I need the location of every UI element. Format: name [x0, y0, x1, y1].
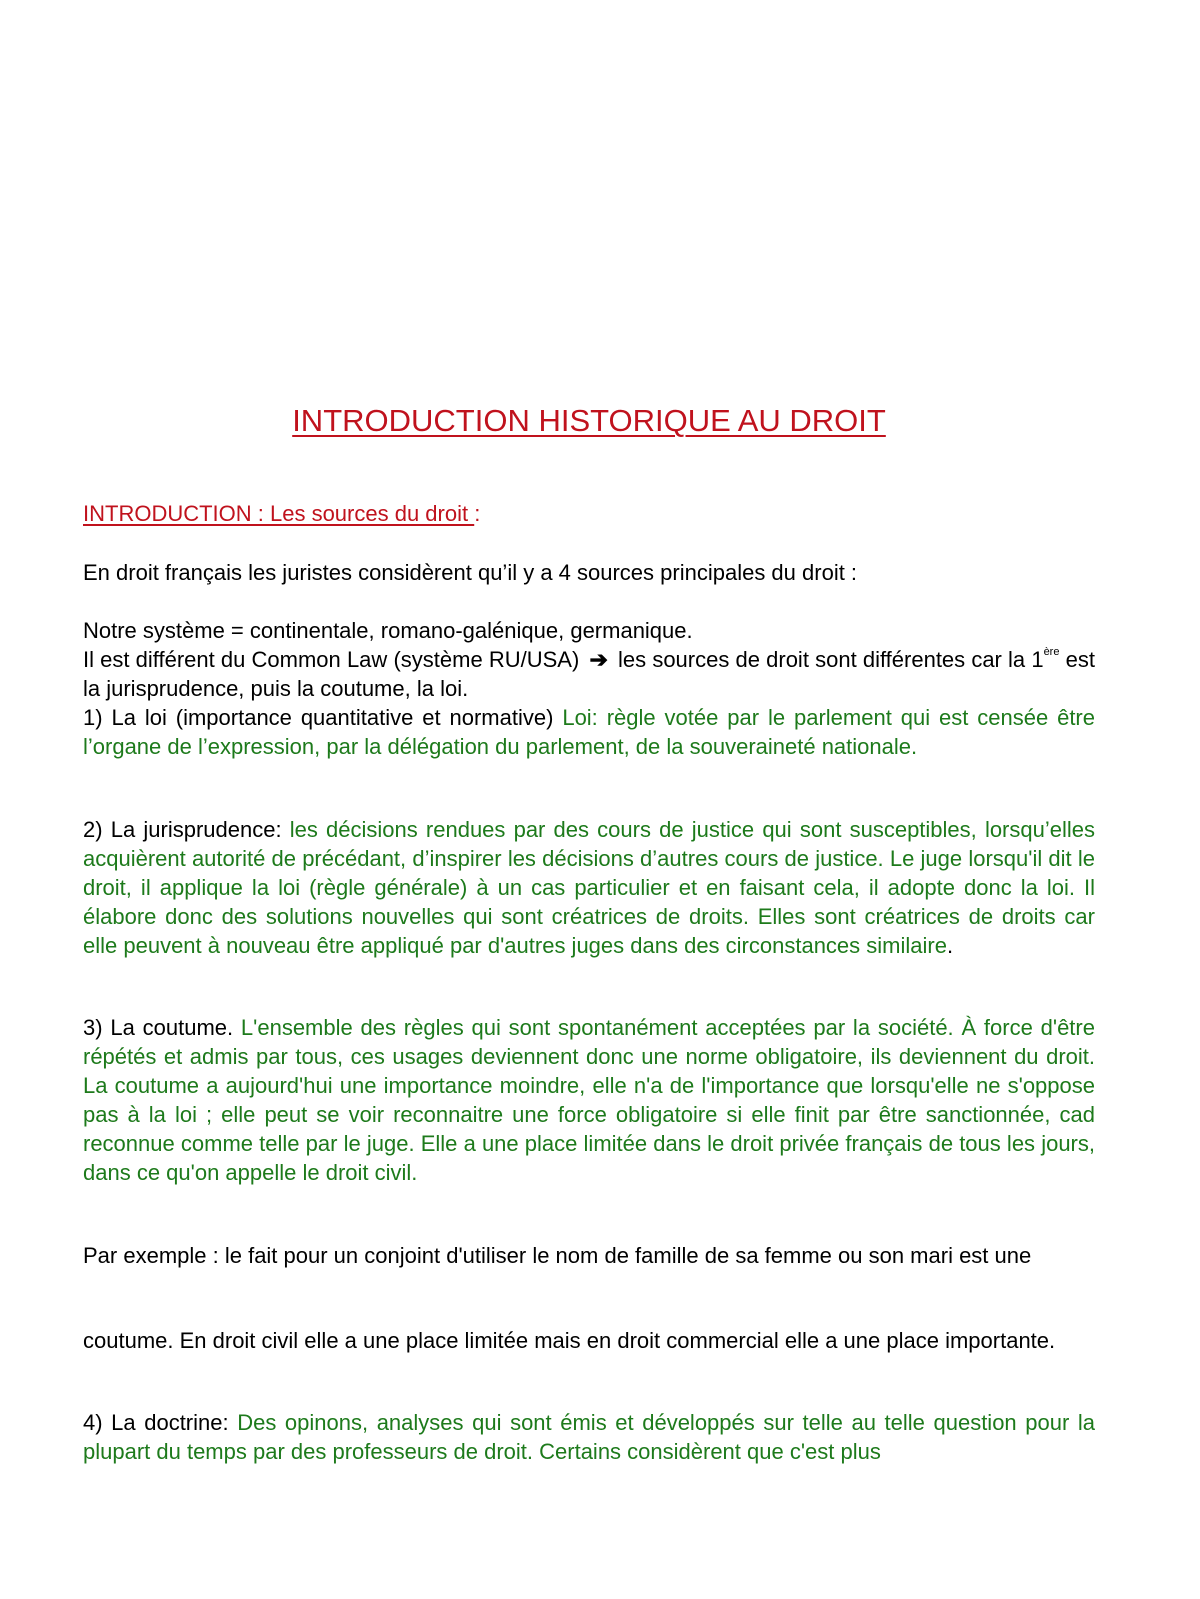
superscript-ere: ère: [1043, 646, 1060, 658]
sources-difference-text: les sources de droit sont différentes car la 1: [618, 647, 1044, 672]
intro-paragraph: En droit français les juristes considèrent qu’il y a 4 sources principales du droit :: [83, 560, 858, 585]
source-item-doctrine: [83, 1408, 1095, 1466]
example-paragraph: Par exemple : le fait pour un conjoint d'utiliser le nom de famille de sa femme ou son mari est une: [83, 1243, 1032, 1268]
right-arrow-icon: ➔: [589, 647, 608, 672]
legal-system-paragraph: [83, 616, 1095, 703]
legal-system-line: Notre système = continentale, romano-galénique, germanique.: [83, 618, 693, 643]
source-label: 2) La jurisprudence:: [83, 817, 290, 842]
source-definition: Loi: règle votée par le parlement qui est censée être l’organe de l’expression, par la délégation du parlement, de la souveraineté nationale.: [83, 705, 1095, 759]
source-definition: Des opinons, analyses qui sont émis et développés sur telle au telle question pour la plupart du temps par des professeurs de droit. Certains considèrent que c'est plus: [83, 1410, 1096, 1464]
source-label: 1) La loi (importance quantitative et normative): [83, 705, 563, 730]
common-law-text: Il est différent du Common Law (système RU/USA): [83, 647, 580, 672]
section-heading-text: INTRODUCTION : Les sources du droit: [83, 501, 475, 526]
source-definition: L'ensemble des règles qui sont spontanément acceptées par la société. À force d'être répétés et admis par tous, ces usages deviennent donc une norme obligatoire, ils deviennent du droit. La coutume a aujourd'hui une importance moindre, elle n'a de l'importance que lorsqu'elle ne s'oppose pas à la loi ; elle peut se voir reconnaitre une force obligatoire si elle finit par être sanctionnée, cad reconnue comme telle par le juge. Elle a une place limitée dans le droit privée français de tous les jours, dans ce qu'on appelle le droit civil.: [83, 1015, 1095, 1185]
sources-order-text: est la jurisprudence, puis la coutume, la loi.: [83, 647, 1095, 701]
source-item-jurisprudence: [83, 815, 1095, 960]
document-title: INTRODUCTION HISTORIQUE AU DROIT: [292, 403, 886, 438]
source-item-coutume: [83, 1013, 1095, 1187]
source-end-punctuation: .: [946, 933, 954, 958]
source-label: 4) La doctrine:: [83, 1410, 238, 1435]
source-label: 3) La coutume.: [83, 1015, 241, 1040]
section-heading: [83, 499, 1095, 528]
source-definition: les décisions rendues par des cours de justice qui sont susceptibles, lorsqu’elles acquièrent autorité de précédant, d’inspirer les décisions d’autres cours de justice. Le juge lorsqu'il dit le droit, il applique la loi (règle générale) à un cas particulier et en faisant cela, il adopte donc la loi. Il élabore donc des solutions nouvelles qui sont créatrices de droits. Elles sont créatrices de droits car elle peuvent à nouveau être appliqué par d'autres juges dans des circonstances similaire: [83, 817, 1095, 958]
example-continuation-paragraph: coutume. En droit civil elle a une place limitée mais en droit commercial elle a une place importante.: [83, 1328, 1056, 1353]
section-heading-colon: :: [474, 501, 481, 526]
source-item-loi: [83, 703, 1095, 761]
